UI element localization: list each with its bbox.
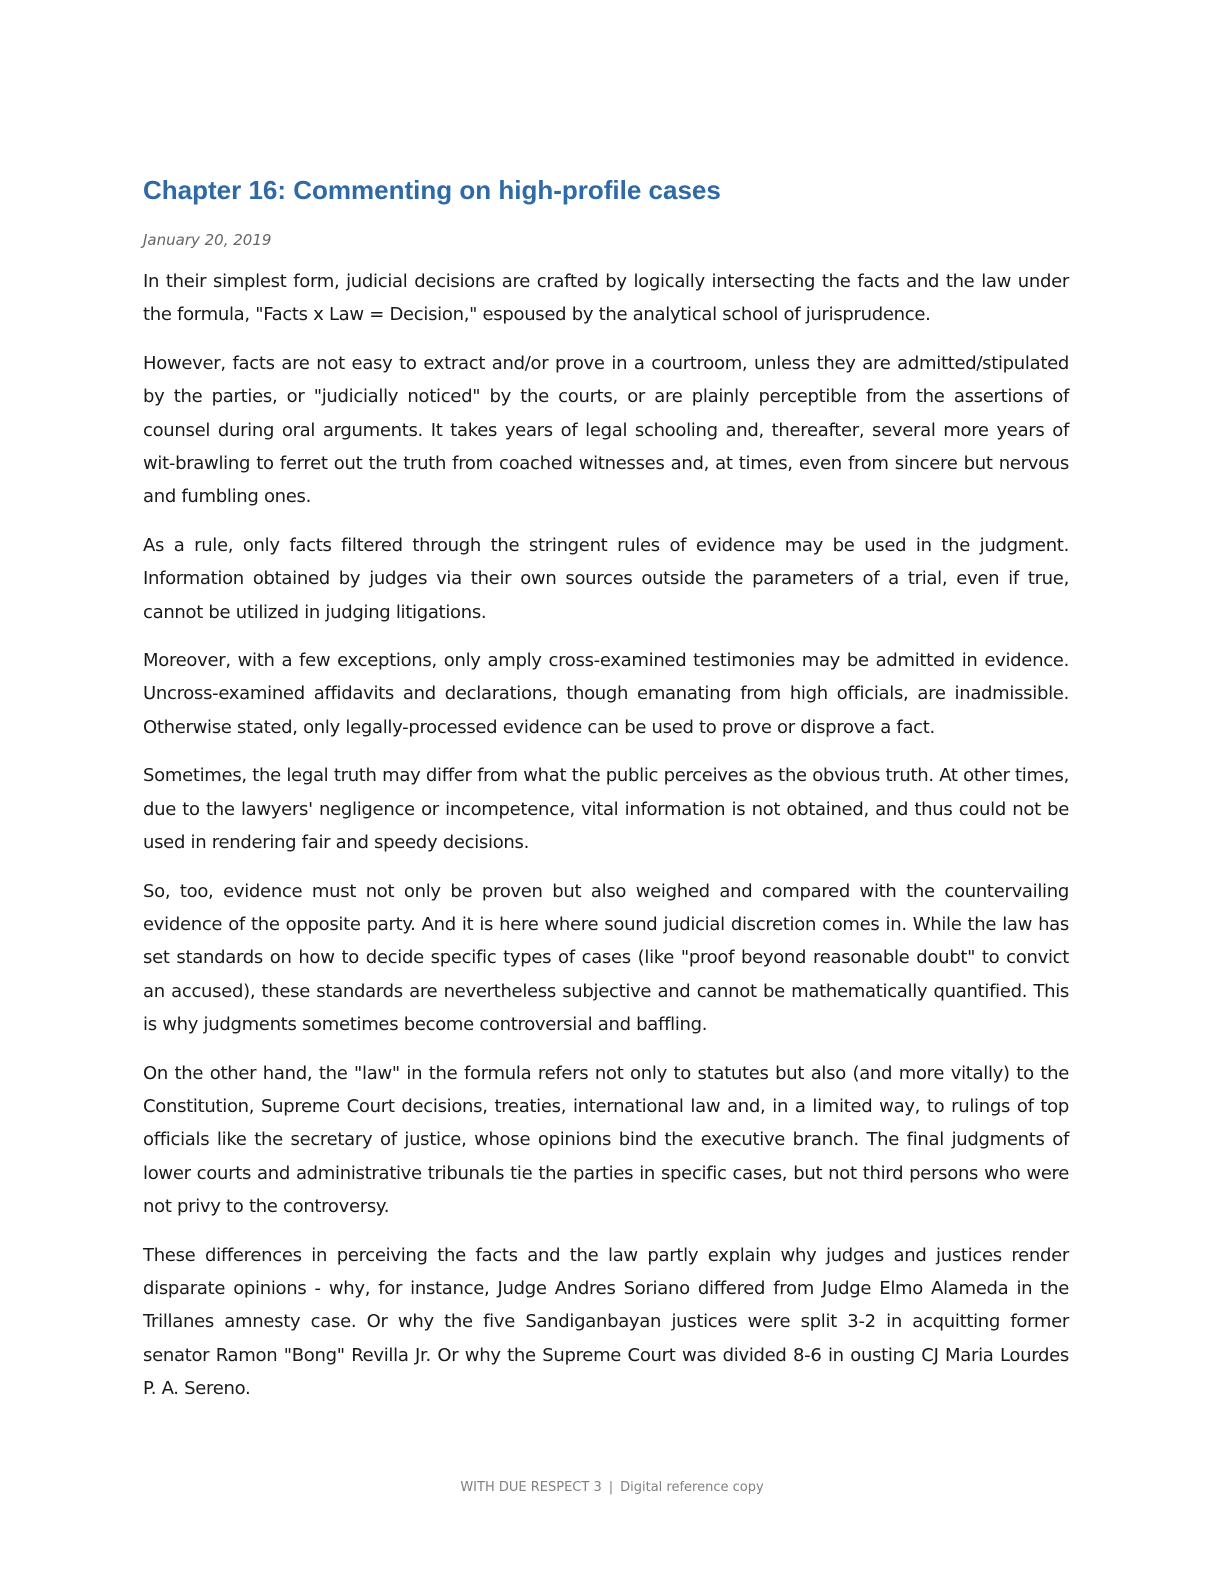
- paragraph-8: These differences in perceiving the facts and the law partly explain why judges and justices render disparate opinions - why, for instance, Judge Andres Soriano differed from Judge Elmo Alameda in the Trillanes amnesty case. Or why the five Sandiganbayan justices were split 3-2 in acquitting former senator Ramon "Bong" Revilla Jr. Or why the Supreme Court was divided 8-6 in ousting CJ Maria Lourdes P. A. Sereno.: [143, 1244, 1069, 1400]
- paragraph-3: As a rule, only facts filtered through the stringent rules of evidence may be used in the judgment. Information obtained by judges via their own sources outside the parameters of a trial, even if true, cannot be utilized in judging litigations.: [143, 534, 1069, 623]
- paragraph-5: Sometimes, the legal truth may differ from what the public perceives as the obvious truth. At other times, due to the lawyers' negligence or incompetence, vital information is not obtained, and thus could not be used in rendering fair and speedy decisions.: [143, 765, 1069, 854]
- page-footer: [0, 1478, 1224, 1498]
- paragraph-6: So, too, evidence must not only be proven but also weighed and compared with the countervailing evidence of the opposite party. And it is here where sound judicial discretion comes in. While the law has set standards on how to decide specific types of cases (like "proof beyond reasonable doubt" to convict an accused), these standards are nevertheless subjective and cannot be mathematically quantified. This is why judgments sometimes become controversial and baffling.: [143, 880, 1069, 1036]
- footer-book-title: WITH DUE RESPECT 3: [460, 1480, 602, 1495]
- paragraph-1: In their simplest form, judicial decisions are crafted by logically intersecting the facts and the law under the formula, "Facts x Law = Decision," espoused by the analytical school of jurisprudence.: [143, 271, 1069, 326]
- article-content: [143, 170, 1069, 1421]
- chapter-title: Chapter 16: Commenting on high-profile cases: [143, 175, 721, 205]
- article-body: [143, 265, 1069, 1406]
- publication-date: January 20, 2019: [143, 231, 272, 249]
- paragraph-7: On the other hand, the "law" in the formula refers not only to statutes but also (and more vitally) to the Constitution, Supreme Court decisions, treaties, international law and, in a limited way, to rulings of top officials like the secretary of justice, whose opinions bind the executive branch. The final judgments of lower courts and administrative tribunals tie the parties in specific cases, but not third persons who were not privy to the controversy.: [143, 1062, 1069, 1218]
- footer-note: Digital reference copy: [620, 1480, 764, 1495]
- footer-separator: |: [608, 1480, 614, 1495]
- paragraph-4: Moreover, with a few exceptions, only amply cross-examined testimonies may be admitted in evidence. Uncross-examined affidavits and declarations, though emanating from high officials, are inadmissible. Otherwise stated, only legally-processed evidence can be used to prove or disprove a fact.: [143, 650, 1069, 738]
- paragraph-2: However, facts are not easy to extract and/or prove in a courtroom, unless they are admitted/stipulated by the parties, or "judicially noticed" by the courts, or are plainly perceptible from the assertions of counsel during oral arguments. It takes years of legal schooling and, thereafter, several more years of wit-brawling to ferret out the truth from coached witnesses and, at times, even from sincere but nervous and fumbling ones.: [143, 352, 1069, 508]
